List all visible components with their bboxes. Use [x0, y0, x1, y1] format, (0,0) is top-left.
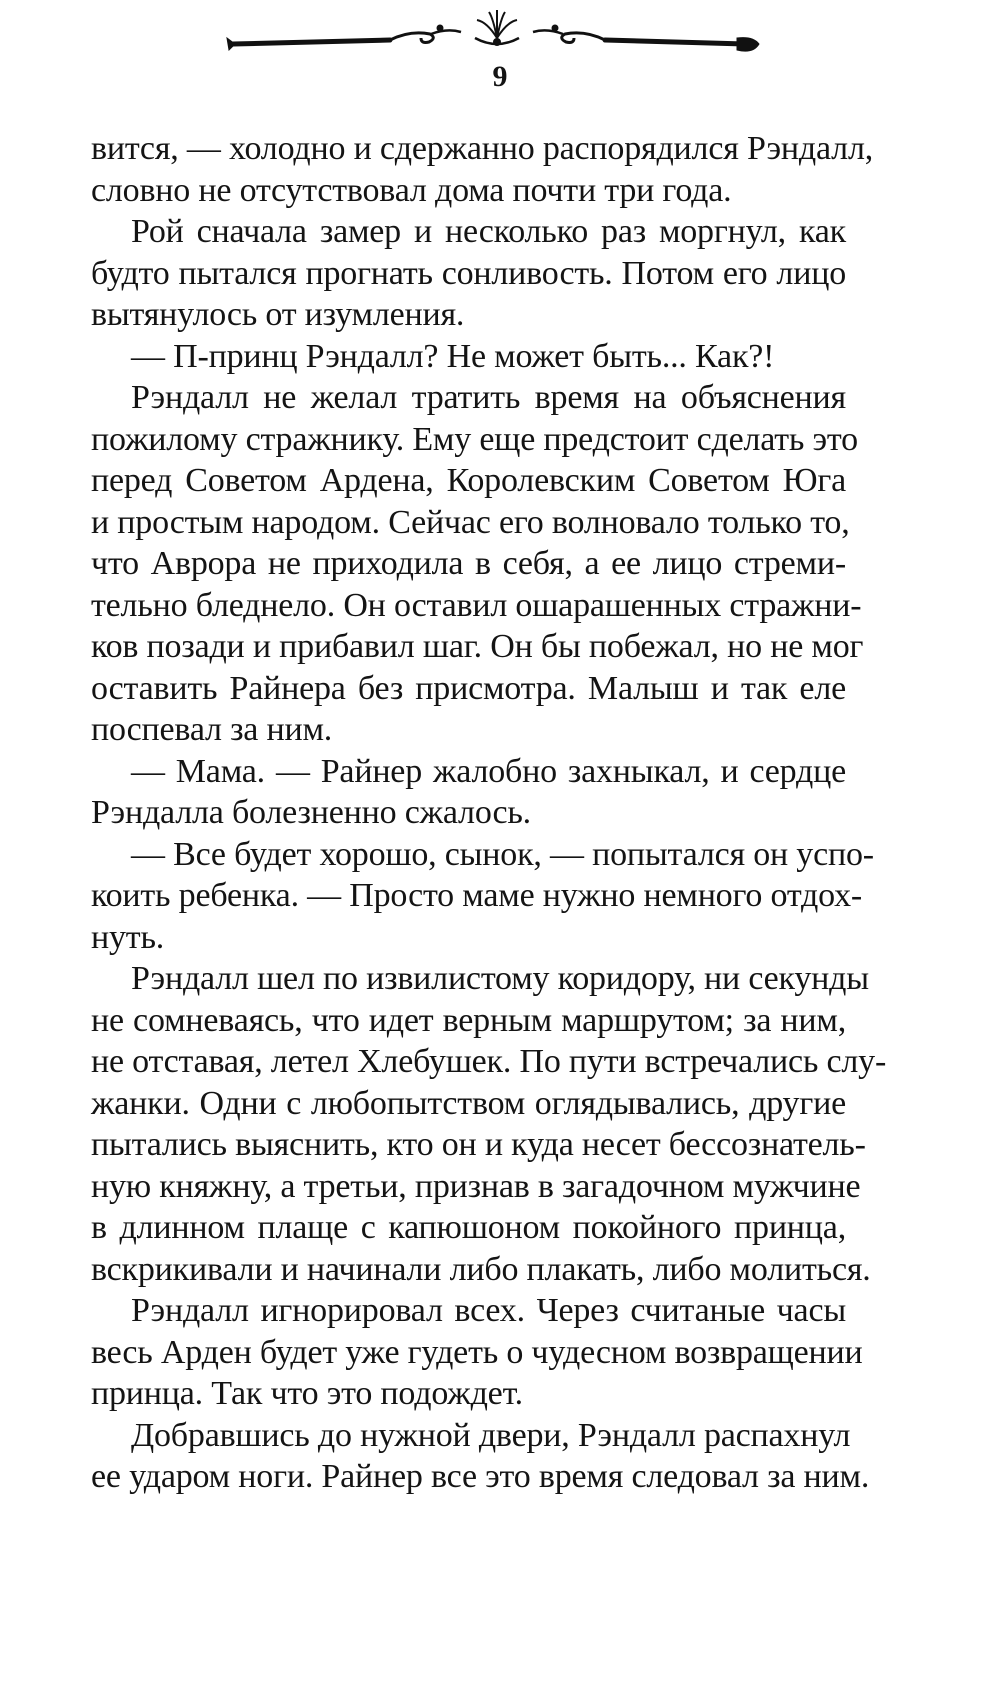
text-line: словно не отсутствовал дома почти три года. — [91, 171, 732, 209]
text-line: Рэндалла болезненно сжалось. — [91, 794, 531, 831]
text-line: Рэндалл шел по извилистому коридору, ни секунды — [131, 960, 869, 997]
text-line: Рэндалл не желал тратить время на объяснения — [131, 379, 846, 416]
text-line: ную княжну, а третьи, признав в загадочном мужчине — [91, 1167, 861, 1205]
body-text — [91, 128, 887, 1498]
text-line: оставить Райнера без присмотра. Малыш и так еле — [91, 669, 846, 707]
text-line: будто пытался прогнать сонливость. Потом его лицо — [91, 254, 846, 292]
text-line: Добравшись до нужной двери, Рэндалл распахнул — [131, 1416, 851, 1454]
text-line: нуть. — [91, 918, 165, 956]
page-number: 9 — [492, 60, 508, 93]
text-line: вскрикивали и начинали либо плакать, либо молиться. — [91, 1250, 871, 1288]
text-line: Рой сначала замер и несколько раз моргнул, как — [131, 213, 846, 250]
text-line: коить ребенка. — Просто маме нужно немного отдох- — [91, 877, 863, 914]
text-line: принца. Так что это подождет. — [91, 1375, 523, 1412]
text-line: в длинном плаще с капюшоном покойного принца, — [91, 1209, 846, 1246]
text-line: вится, — холодно и сдержанно распорядился Рэндалл, — [91, 130, 874, 167]
text-line: ков позади и прибавил шаг. Он бы побежал, но не мог — [91, 628, 864, 665]
text-line: — П-принц Рэндалл? Не может быть... Как?! — [131, 337, 775, 375]
text-line: — Все будет хорошо, сынок, — попытался он успо- — [131, 835, 874, 873]
text-line: не сомневаясь, что идет верным маршрутом; за ним, — [91, 1001, 846, 1039]
text-line: жанки. Одни с любопытством оглядывались, другие — [91, 1084, 846, 1122]
text-line: не отставая, летел Хлебушек. По пути встречались слу- — [91, 1043, 887, 1080]
text-line: тельно бледнело. Он оставил ошарашенных стражни- — [91, 586, 862, 624]
header-ornament — [225, 8, 770, 64]
text-line: весь Арден будет уже гудеть о чудесном возвращении — [91, 1333, 863, 1371]
text-line: что Аврора не приходила в себя, а ее лицо стреми- — [91, 545, 846, 582]
text-line: и простым народом. Сейчас его волновало только то, — [91, 503, 850, 541]
text-line: пожилому стражнику. Ему еще предстоит сделать это — [91, 420, 858, 458]
text-line: — Мама. — Райнер жалобно захныкал, и сердце — [131, 752, 846, 790]
text-line: ее ударом ноги. Райнер все это время следовал за ним. — [91, 1458, 870, 1495]
text-line: поспевал за ним. — [91, 711, 333, 748]
text-line: пытались выяснить, кто он и куда несет бессознатель- — [91, 1126, 866, 1163]
text-line: Рэндалл игнорировал всех. Через считаные часы — [131, 1292, 846, 1329]
text-line: вытянулось от изумления. — [91, 296, 465, 333]
text-line: перед Советом Ардена, Королевским Советом Юга — [91, 462, 846, 499]
